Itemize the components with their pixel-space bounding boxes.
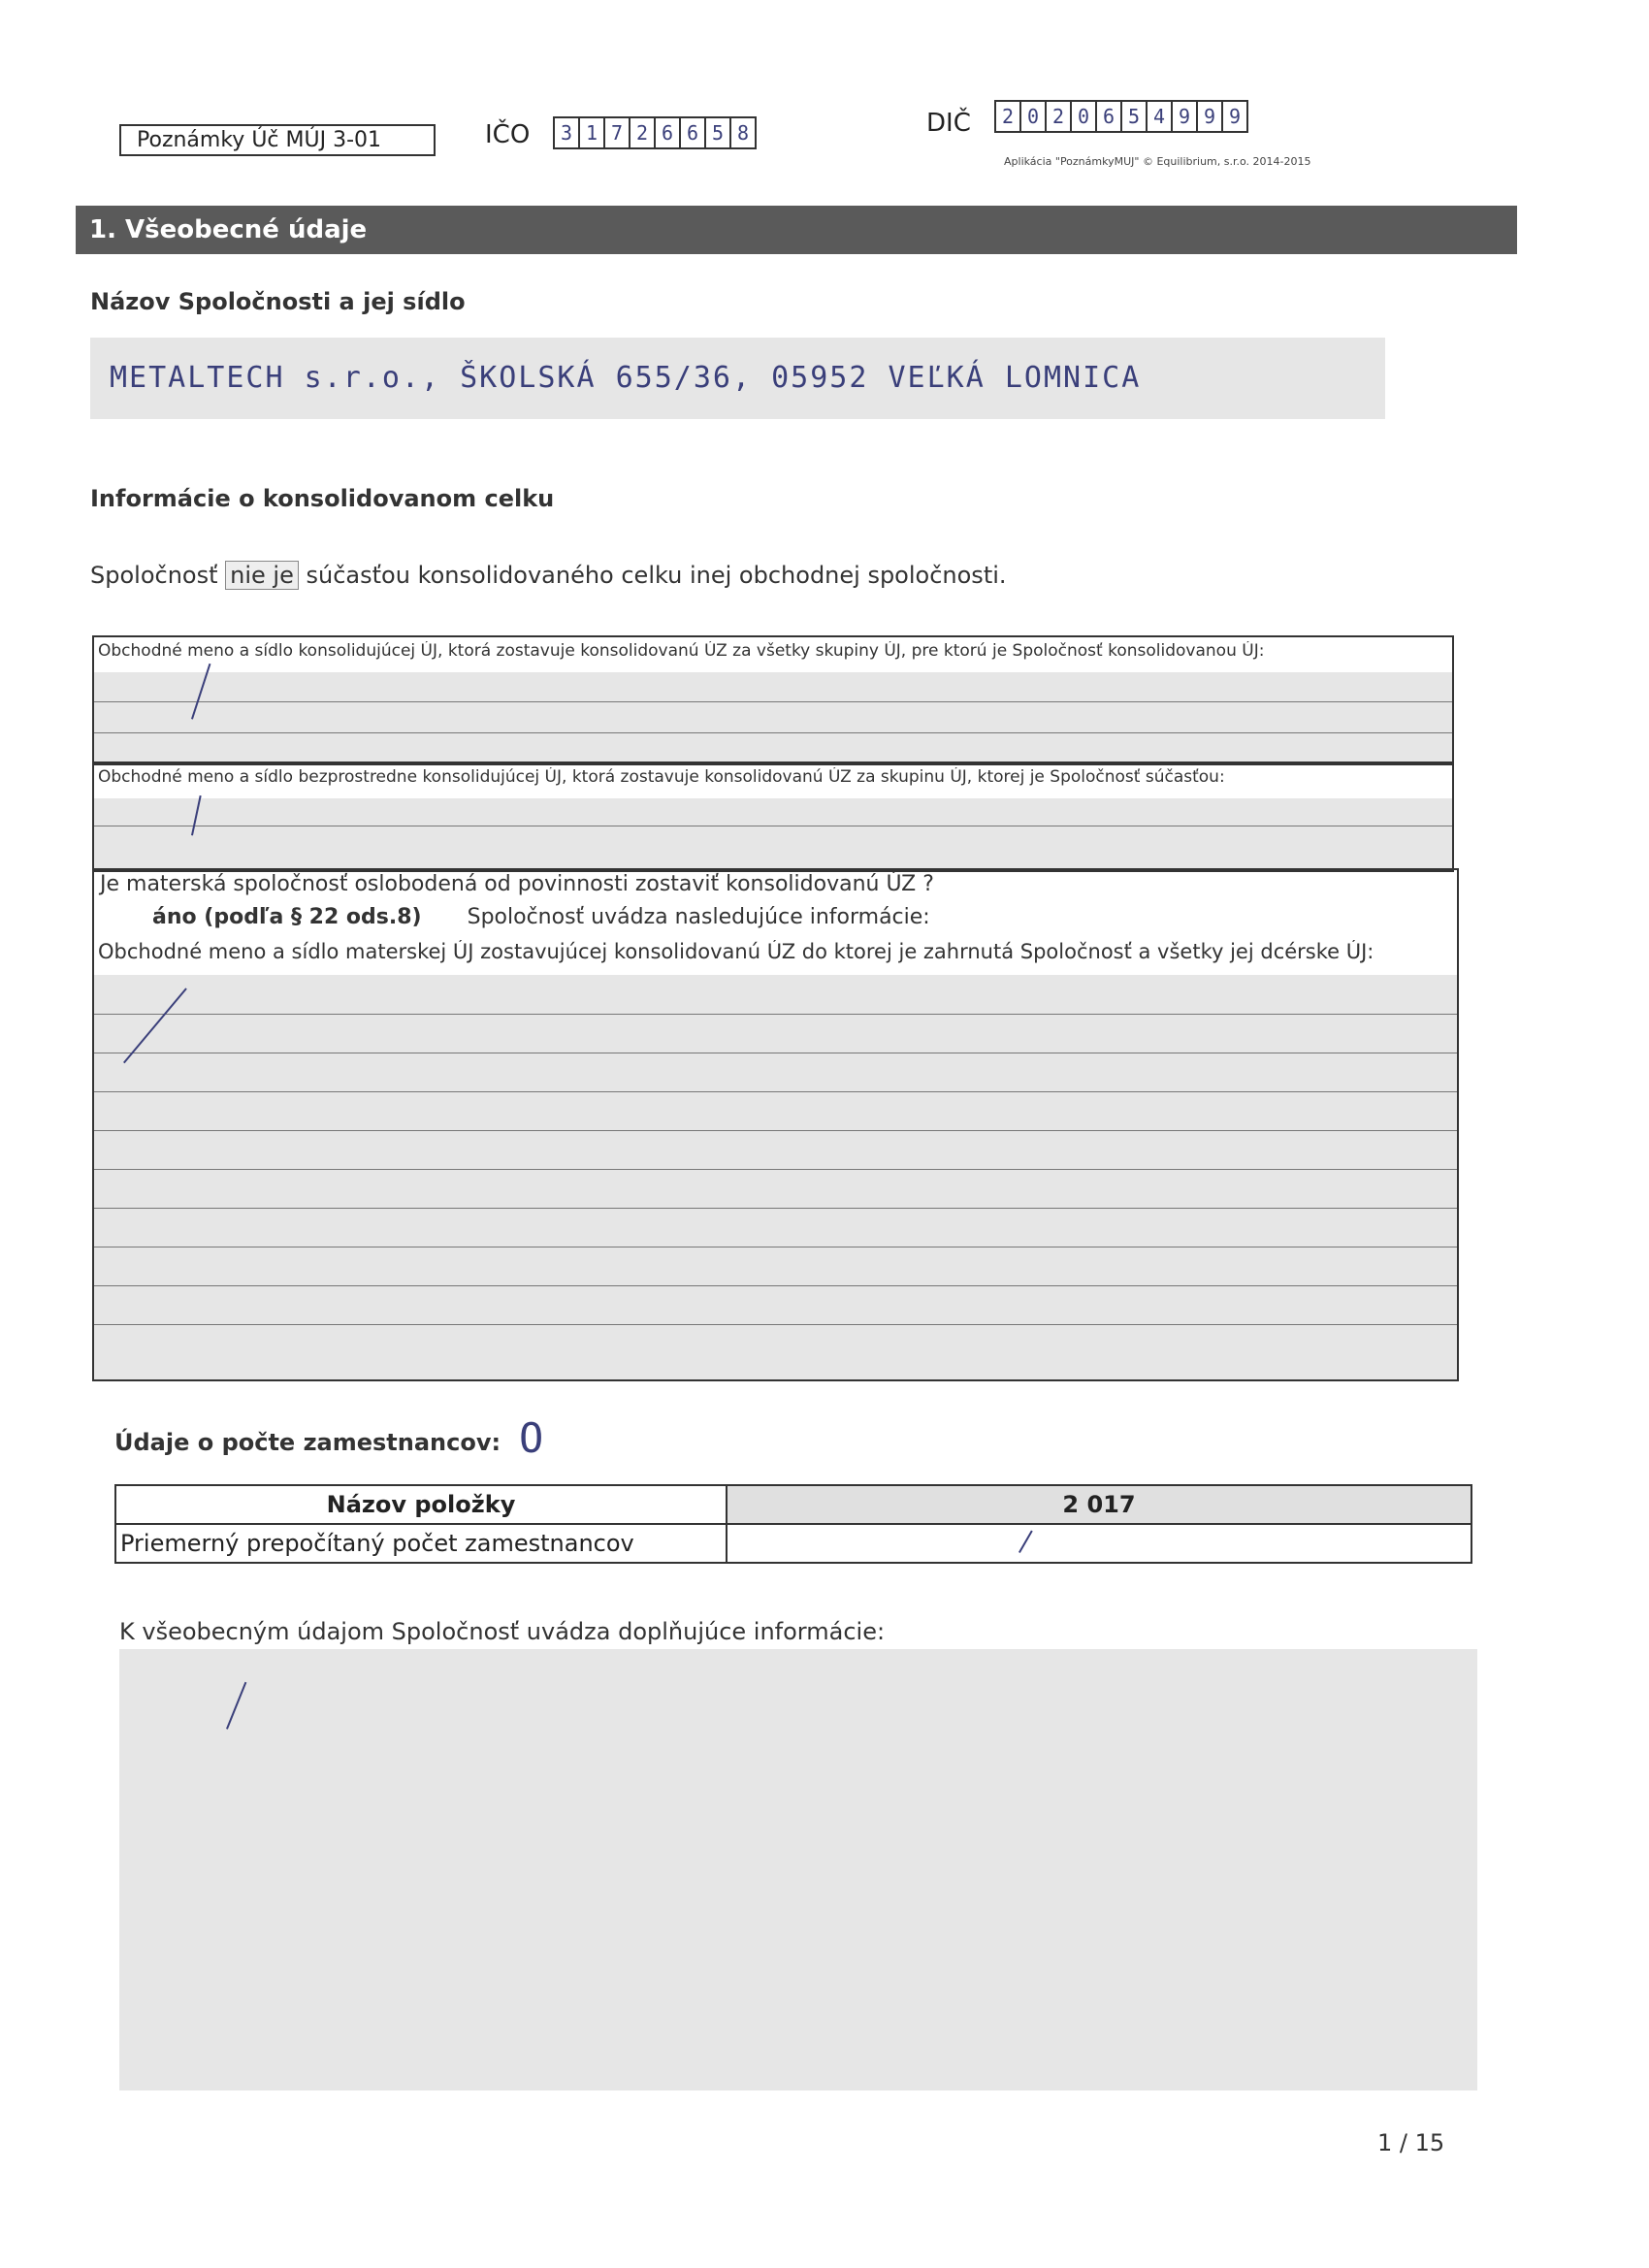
form-code: Poznámky Úč MÚJ 3-01 bbox=[137, 128, 382, 152]
additional-handwritten-slash bbox=[226, 1682, 246, 1730]
column-header-year: 2 017 bbox=[727, 1485, 1471, 1524]
app-credit: Aplikácia "PoznámkyMUJ" © Equilibrium, s.r.o. 2014-2015 bbox=[1004, 155, 1311, 168]
box1-field bbox=[94, 672, 1452, 763]
ico-digit: 2 bbox=[630, 118, 656, 147]
statement-prefix: Spoločnosť bbox=[90, 562, 218, 589]
section-title: 1. Všeobecné údaje bbox=[89, 215, 368, 244]
box2-field bbox=[94, 798, 1452, 870]
column-header-item-name: Názov položky bbox=[115, 1485, 727, 1524]
box2-handwritten-slash bbox=[191, 795, 202, 835]
ico-digit: 1 bbox=[580, 118, 605, 147]
ico-digit: 6 bbox=[681, 118, 706, 147]
ico-digit: 6 bbox=[656, 118, 681, 147]
ico-digit: 3 bbox=[555, 118, 580, 147]
employees-heading: Údaje o počte zamestnancov: bbox=[114, 1429, 501, 1456]
page-number: 1 / 15 bbox=[1377, 2129, 1445, 2156]
row-value-average-employees bbox=[727, 1524, 1471, 1563]
box1-handwritten-slash bbox=[191, 664, 210, 720]
company-heading: Názov Spoločnosti a jej sídlo bbox=[90, 288, 466, 315]
form-code-box bbox=[119, 124, 436, 156]
dic-digit: 2 bbox=[1047, 102, 1072, 131]
company-field bbox=[90, 338, 1385, 419]
ico-label: IČO bbox=[485, 120, 531, 149]
table-header-row bbox=[115, 1485, 1471, 1524]
consolidation-statement bbox=[90, 561, 1007, 590]
consolidation-heading: Informácie o konsolidovanom celku bbox=[90, 485, 555, 512]
ico-digit: 7 bbox=[605, 118, 630, 147]
exemption-question: Je materská spoločnosť oslobodená od povinnosti zostaviť konsolidovanú ÚZ ? bbox=[100, 872, 934, 896]
additional-info-field bbox=[119, 1649, 1477, 2090]
employees-handwritten-zero: O bbox=[519, 1414, 544, 1462]
row-label-average-employees: Priemerný prepočítaný počet zamestnancov bbox=[115, 1524, 727, 1563]
additional-info-heading: K všeobecným údajom Spoločnosť uvádza doplňujúce informácie: bbox=[119, 1618, 886, 1645]
exemption-answer-line bbox=[152, 905, 930, 929]
dic-digit: 0 bbox=[1021, 102, 1047, 131]
table-row bbox=[115, 1524, 1471, 1563]
ico-digit: 5 bbox=[706, 118, 731, 147]
box3-field bbox=[94, 975, 1457, 1379]
exemption-answer: áno (podľa § 22 ods.8) bbox=[152, 905, 422, 929]
consolidating-entity-box bbox=[92, 635, 1454, 765]
dic-digit: 9 bbox=[1228, 105, 1242, 128]
dic-digit: 9 bbox=[1173, 102, 1198, 131]
box3-caption: Obchodné meno a sídlo materskej ÚJ zostavujúcej konsolidovanú ÚZ do ktorej je zahrnutá Spoločnosť a všetky jej dcérske ÚJ: bbox=[94, 940, 1456, 963]
employee-count-handwritten-slash bbox=[1018, 1530, 1033, 1553]
statement-choice: nie je bbox=[225, 561, 299, 590]
dic-digit: 9 bbox=[1198, 102, 1223, 131]
immediate-consolidating-entity-box bbox=[92, 761, 1454, 872]
dic-label: DIČ bbox=[926, 109, 971, 138]
box1-caption: Obchodné meno a sídlo konsolidujúcej ÚJ, ktorá zostavuje konsolidovanú ÚZ za všetky skupiny ÚJ, pre ktorú je Spoločnosť konsolidovanou ÚJ: bbox=[94, 641, 1452, 661]
section-title-bar bbox=[76, 206, 1517, 254]
ico-digit-boxes bbox=[553, 116, 757, 149]
statement-suffix: súčasťou konsolidovaného celku inej obchodnej spoločnosti. bbox=[306, 562, 1007, 589]
parent-entity-box bbox=[92, 868, 1459, 1381]
ico-digit: 8 bbox=[736, 121, 750, 145]
dic-digit: 5 bbox=[1122, 102, 1148, 131]
dic-digit: 2 bbox=[996, 102, 1021, 131]
dic-digit: 4 bbox=[1148, 102, 1173, 131]
company-handwritten-value: METALTECH s.r.o., ŠKOLSKÁ 655/36, 05952 VEĽKÁ LOMNICA bbox=[110, 361, 1142, 395]
dic-digit: 6 bbox=[1097, 102, 1122, 131]
employees-table bbox=[114, 1484, 1472, 1564]
answer-suffix: Spoločnosť uvádza nasledujúce informácie: bbox=[467, 905, 930, 929]
dic-digit: 0 bbox=[1072, 102, 1097, 131]
box2-caption: Obchodné meno a sídlo bezprostredne konsolidujúcej ÚJ, ktorá zostavuje konsolidovanú ÚZ za skupinu ÚJ, ktorej je Spoločnosť súčasťou: bbox=[94, 767, 1452, 787]
dic-digit-boxes bbox=[994, 100, 1248, 133]
